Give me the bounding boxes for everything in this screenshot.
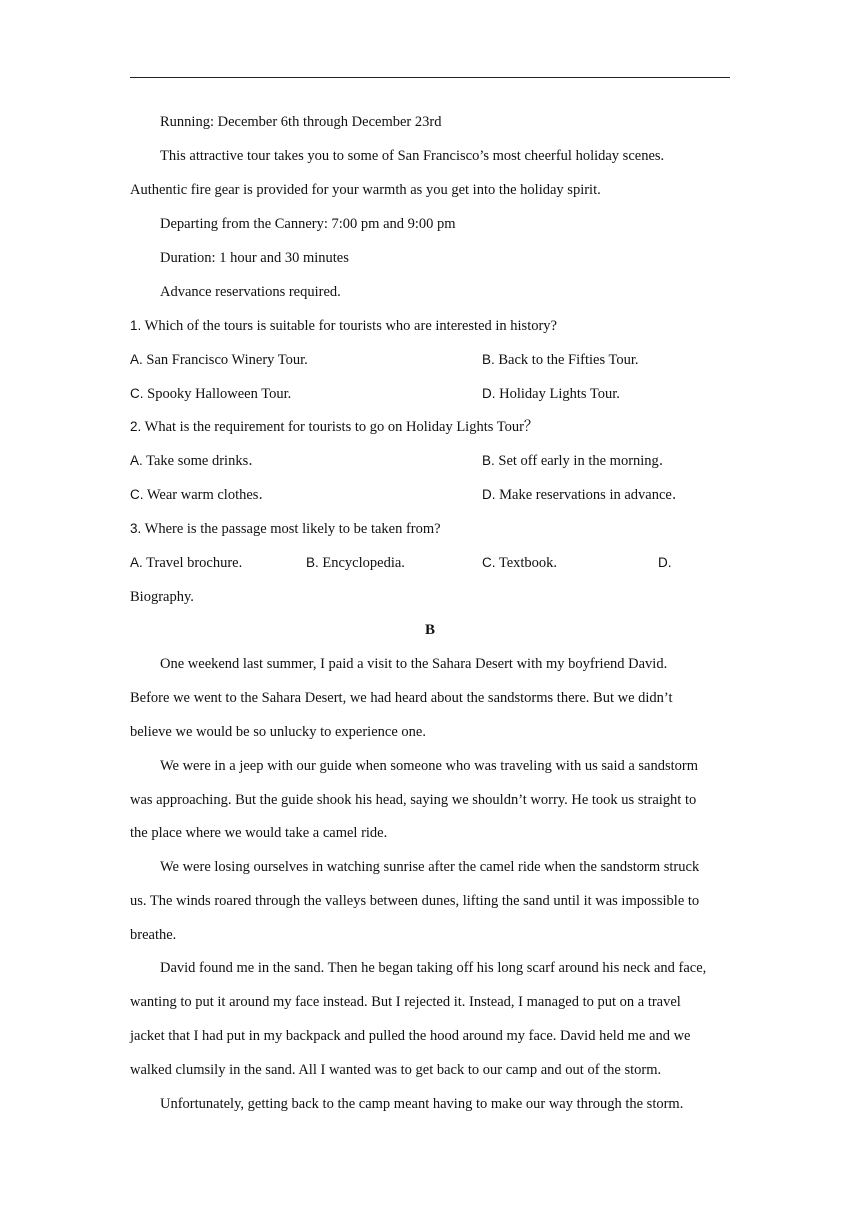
passage-line: walked clumsily in the sand. All I wanted was to get back to our camp and out of the storm. (130, 1062, 662, 1078)
tour-duration: Duration: 1 hour and 30 minutes (160, 250, 349, 266)
passage-line: One weekend last summer, I paid a visit to the Sahara Desert with my boyfriend David. (160, 656, 668, 672)
option-text: Spooky Halloween Tour. (147, 386, 292, 402)
q3-option-c (482, 553, 557, 573)
q2-option-a (130, 451, 263, 471)
option-letter: A. (130, 352, 143, 367)
option-text: Textbook. (498, 555, 558, 571)
passage-line: We were in a jeep with our guide when someone who was traveling with us said a sandstorm (160, 758, 699, 774)
option-letter: C. (482, 555, 496, 570)
option-text: Set off early in the morning． (498, 453, 674, 469)
q3-option-d-text: Biography. (130, 589, 194, 605)
passage-line: We were losing ourselves in watching sunrise after the camel ride when the sandstorm struck (160, 859, 700, 875)
option-letter: A. (130, 555, 143, 570)
header-rule (130, 77, 730, 78)
option-text: Make reservations in advance． (499, 487, 687, 503)
passage-line: was approaching. But the guide shook his head, saying we shouldn’t worry. He took us straight to (130, 792, 697, 808)
option-letter: D. (658, 555, 672, 570)
passage-line: wanting to put it around my face instead. But I rejected it. Instead, I managed to put on a travel (130, 994, 681, 1010)
passage-line: us. The winds roared through the valleys between dunes, lifting the sand until it was impossible to (130, 893, 700, 909)
question-number: 3. (130, 521, 142, 536)
q2-option-d (482, 485, 686, 505)
option-text: Travel brochure. (146, 555, 243, 571)
question-number: 1. (130, 318, 142, 333)
option-letter: D. (482, 487, 496, 502)
option-text: Encyclopedia. (322, 555, 405, 571)
question-3 (130, 519, 441, 539)
q1-option-c (130, 384, 291, 404)
passage-line: the place where we would take a camel ride. (130, 825, 388, 841)
reservation-note: Advance reservations required. (160, 284, 341, 300)
option-text: Back to the Fifties Tour. (498, 352, 639, 368)
option-text: San Francisco Winery Tour. (146, 352, 308, 368)
question-text: Where is the passage most likely to be taken from? (144, 521, 441, 537)
option-text: Take some drinks． (146, 453, 263, 469)
option-letter: A. (130, 453, 143, 468)
q2-option-c (130, 485, 273, 505)
passage-line: believe we would be so unlucky to experience one. (130, 724, 426, 740)
question-number: 2. (130, 419, 142, 434)
option-letter: B. (482, 352, 495, 367)
departure-times: Departing from the Cannery: 7:00 pm and 9:00 pm (160, 216, 456, 232)
question-1 (130, 316, 557, 336)
tour-description-line-2: Authentic fire gear is provided for your warmth as you get into the holiday spirit. (130, 182, 601, 198)
option-letter: B. (482, 453, 495, 468)
q1-option-b (482, 350, 638, 370)
option-letter: C. (130, 487, 144, 502)
question-text: Which of the tours is suitable for tourists who are interested in history? (144, 318, 557, 334)
option-text: Holiday Lights Tour. (499, 386, 620, 402)
option-letter: D. (482, 386, 496, 401)
passage-line: Unfortunately, getting back to the camp meant having to make our way through the storm. (160, 1096, 684, 1112)
q3-option-d-letter (658, 553, 672, 573)
passage-line: Before we went to the Sahara Desert, we had heard about the sandstorms there. But we didn’t (130, 690, 673, 706)
passage-line: jacket that I had put in my backpack and pulled the hood around my face. David held me and we (130, 1028, 691, 1044)
q2-option-b (482, 451, 673, 471)
option-letter: B. (306, 555, 319, 570)
passage-line: David found me in the sand. Then he began taking off his long scarf around his neck and face, (160, 960, 707, 976)
question-2 (130, 417, 538, 437)
section-b-heading: B (424, 622, 435, 638)
passage-line: breathe. (130, 927, 177, 943)
option-text: Wear warm clothes． (146, 487, 273, 503)
q1-option-a (130, 350, 308, 370)
q3-option-a (130, 553, 242, 573)
tour-description-line-1: This attractive tour takes you to some of San Francisco’s most cheerful holiday scenes. (160, 148, 665, 164)
q3-option-b (306, 553, 405, 573)
q1-option-d (482, 384, 620, 404)
question-text: What is the requirement for tourists to go on Holiday Lights Tour？ (144, 419, 539, 435)
running-dates: Running: December 6th through December 23rd (160, 114, 442, 130)
option-letter: C. (130, 386, 144, 401)
